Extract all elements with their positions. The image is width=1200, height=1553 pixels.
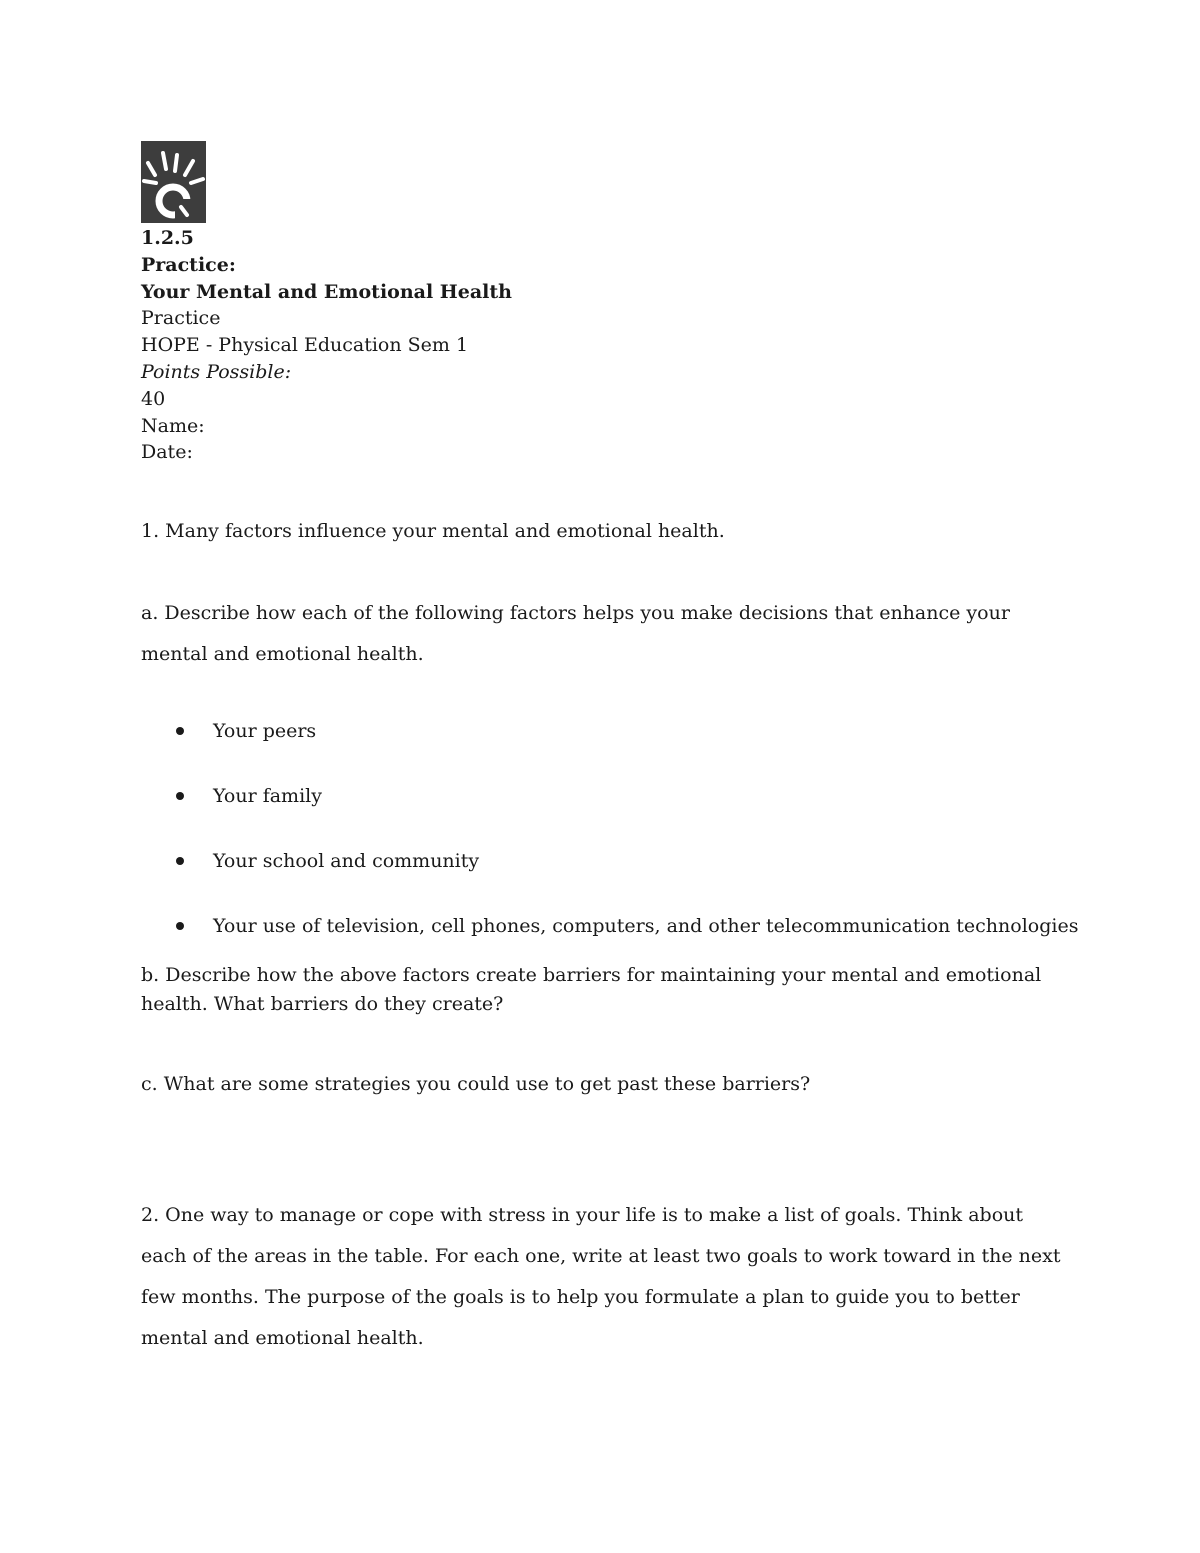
date-label: Date: <box>141 441 193 464</box>
activity-type: Practice <box>141 307 221 330</box>
activity-type-label: Practice: <box>141 253 236 276</box>
sunburst-person-icon <box>141 141 206 223</box>
activity-number: 1.2.5 <box>141 227 194 249</box>
question-1c-prompt: c. What are some strategies you could use to get past these barriers? <box>141 1073 811 1095</box>
factor-text: Your use of television, cell phones, computers, and other telecommunication technologies <box>213 915 1079 937</box>
document-header <box>141 225 1041 466</box>
factor-text: Your peers <box>213 720 317 742</box>
bullet-icon <box>176 857 184 865</box>
bullet-icon <box>176 792 184 800</box>
factor-text: Your school and community <box>213 850 480 872</box>
question-2-prompt: 2. One way to manage or cope with stress in your life is to make a list of goals. Think about each of the areas in the table. For each one, write at least two goals to work toward in the next few months. The purpose of the goals is to help you formulate a plan to guide you to better mental and emotional health. <box>141 1204 1061 1349</box>
points-label: Points Possible: <box>141 360 292 383</box>
points-value: 40 <box>141 387 166 410</box>
factor-text: Your family <box>213 785 322 807</box>
bullet-icon <box>176 727 184 735</box>
document-title: Your Mental and Emotional Health <box>141 280 512 303</box>
bullet-icon <box>176 922 184 930</box>
question-1b-prompt: b. Describe how the above factors create barriers for maintaining your mental and emotional health. What barriers do they create? <box>141 964 1042 1015</box>
name-label: Name: <box>141 414 205 437</box>
question-1a-prompt: a. Describe how each of the following factors helps you make decisions that enhance your mental and emotional health. <box>141 602 1010 665</box>
course-name: HOPE - Physical Education Sem 1 <box>141 334 469 357</box>
question-1-prompt: 1. Many factors influence your mental and emotional health. <box>141 520 725 542</box>
